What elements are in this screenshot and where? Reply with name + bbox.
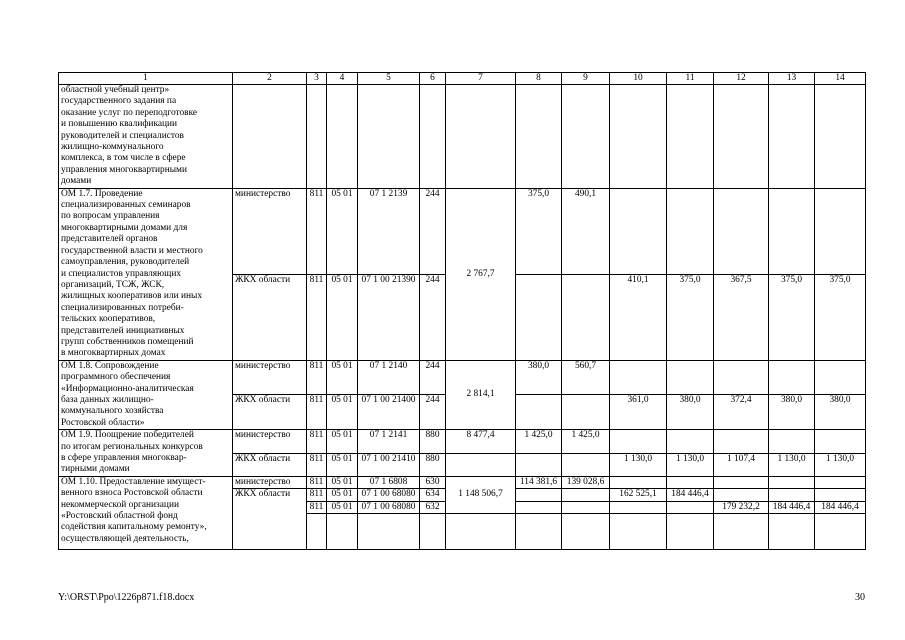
col-header-5: 5	[358, 73, 420, 85]
year-value: 372,4	[714, 395, 769, 430]
col-header-14: 14	[815, 73, 866, 85]
year-value: 1 130,0	[815, 453, 866, 476]
expense-type-code: 244	[420, 395, 446, 430]
measure-name-cell: ОМ 1.8. Сопровождение программного обеспечения «Информационно-аналитическая база данных жилищно- коммунального хозяйства Ростовской области»	[59, 360, 233, 429]
executor-cell: министерство	[233, 360, 307, 395]
expense-type-code: 244	[420, 188, 446, 274]
section-code: 05 01	[327, 501, 358, 513]
total-value: 2 767,7	[446, 188, 516, 360]
section-code: 05 01	[327, 430, 358, 453]
measure-name-cell: ОМ 1.7. Проведение специализированных семинаров по вопросам управления многоквартирными домами для представителей органов государственной власти и местного самоуправления, руководителей и специалистов управляющих организаций, ТСЖ, ЖСК, жилищных кооперативов или иных специализированных потреби- тельских кооперативов, представителей инициативных групп собственников помещений в многоквартирных домах	[59, 188, 233, 360]
total-value: 8 477,4	[446, 430, 516, 453]
year-value: 367,5	[714, 274, 769, 360]
column-number-row	[59, 73, 866, 85]
col-header-6: 6	[420, 73, 446, 85]
document-path: Y:\ORST\Ppo\1226p871.f18.docx	[58, 592, 195, 603]
year-value: 1 130,0	[769, 453, 815, 476]
year-value: 361,0	[610, 395, 667, 430]
expense-type-code: 880	[420, 430, 446, 453]
measure-name-cell: областной учебный центр» государственного задания па оказание услуг по переподготовке и повышению квалификации руководителей и специалистов жилищно-коммунального комплекса, в том числе в сфере управления многоквартирными домами	[59, 85, 233, 189]
section-code: 05 01	[327, 476, 358, 488]
year-value: 380,0	[769, 395, 815, 430]
executor-cell: министерство	[233, 476, 307, 488]
grbs-code: 811	[307, 430, 327, 453]
year-value: 560,7	[562, 360, 610, 395]
col-header-12: 12	[714, 73, 769, 85]
grbs-code: 811	[307, 489, 327, 501]
target-article-code: 07 1 2139	[358, 188, 420, 274]
table-row	[59, 360, 866, 395]
year-value: 114 381,6	[516, 476, 562, 488]
table-row	[59, 430, 866, 453]
year-value: 1 130,0	[667, 453, 714, 476]
target-article-code: 07 1 2141	[358, 430, 420, 453]
year-value: 375,0	[769, 274, 815, 360]
target-article-code: 07 1 00 21400	[358, 395, 420, 430]
grbs-code: 811	[307, 501, 327, 513]
target-article-code: 07 1 6808	[358, 476, 420, 488]
col-header-4: 4	[327, 73, 358, 85]
section-code: 05 01	[327, 274, 358, 360]
col-header-2: 2	[233, 73, 307, 85]
table-row	[59, 476, 866, 488]
grbs-code: 811	[307, 476, 327, 488]
year-value: 1 130,0	[610, 453, 667, 476]
grbs-code: 811	[307, 453, 327, 476]
grbs-code: 811	[307, 360, 327, 395]
executor-cell: ЖКХ области	[233, 453, 307, 476]
target-article-code: 07 1 00 68080	[358, 501, 420, 513]
year-value: 184 446,4	[815, 501, 866, 513]
section-code: 05 01	[327, 395, 358, 430]
year-value: 380,0	[516, 360, 562, 395]
table-row	[59, 85, 866, 189]
year-value: 139 028,6	[562, 476, 610, 488]
year-value: 375,0	[815, 274, 866, 360]
section-code: 05 01	[327, 360, 358, 395]
expense-type-code: 244	[420, 360, 446, 395]
year-value: 375,0	[516, 188, 562, 274]
section-code: 05 01	[327, 188, 358, 274]
year-value: 162 525,1	[610, 489, 667, 501]
year-value: 184 446,4	[667, 489, 714, 501]
year-value: 1 425,0	[516, 430, 562, 453]
expense-type-code: 632	[420, 501, 446, 513]
section-code: 05 01	[327, 489, 358, 501]
measure-name-cell: ОМ 1.10. Предоставление имущест- венного взноса Ростовской области некоммерческой организации «Ростовский областной фонд содействия капитальному ремонту», осуществляющей деятельность,	[59, 476, 233, 549]
table-row	[59, 188, 866, 274]
col-header-7: 7	[446, 73, 516, 85]
year-value: 490,1	[562, 188, 610, 274]
col-header-13: 13	[769, 73, 815, 85]
col-header-11: 11	[667, 73, 714, 85]
year-value: 179 232,2	[714, 501, 769, 513]
expense-type-code: 634	[420, 489, 446, 501]
executor-cell: ЖКХ области	[233, 489, 307, 550]
grbs-code: 811	[307, 274, 327, 360]
page-number: 30	[855, 592, 865, 603]
total-value: 1 148 506,7	[446, 476, 516, 513]
expense-type-code: 244	[420, 274, 446, 360]
target-article-code: 07 1 2140	[358, 360, 420, 395]
year-value: 1 425,0	[562, 430, 610, 453]
total-value: 2 814,1	[446, 360, 516, 429]
year-value: 375,0	[667, 274, 714, 360]
grbs-code: 811	[307, 188, 327, 274]
executor-cell: ЖКХ области	[233, 274, 307, 360]
col-header-8: 8	[516, 73, 562, 85]
col-header-3: 3	[307, 73, 327, 85]
executor-cell: ЖКХ области	[233, 395, 307, 430]
target-article-code: 07 1 00 21390	[358, 274, 420, 360]
year-value: 184 446,4	[769, 501, 815, 513]
budget-table	[58, 72, 866, 550]
executor-cell: министерство	[233, 430, 307, 453]
year-value: 410,1	[610, 274, 667, 360]
expense-type-code: 880	[420, 453, 446, 476]
col-header-9: 9	[562, 73, 610, 85]
year-value: 380,0	[667, 395, 714, 430]
year-value: 380,0	[815, 395, 866, 430]
col-header-10: 10	[610, 73, 667, 85]
expense-type-code: 630	[420, 476, 446, 488]
target-article-code: 07 1 00 21410	[358, 453, 420, 476]
executor-cell: министерство	[233, 188, 307, 274]
section-code: 05 01	[327, 453, 358, 476]
target-article-code: 07 1 00 68080	[358, 489, 420, 501]
measure-name-cell: ОМ 1.9. Поощрение победителей по итогам региональных конкурсов в сфере управления многоквар- тирными домами	[59, 430, 233, 477]
col-header-1: 1	[59, 73, 233, 85]
grbs-code: 811	[307, 395, 327, 430]
year-value: 1 107,4	[714, 453, 769, 476]
